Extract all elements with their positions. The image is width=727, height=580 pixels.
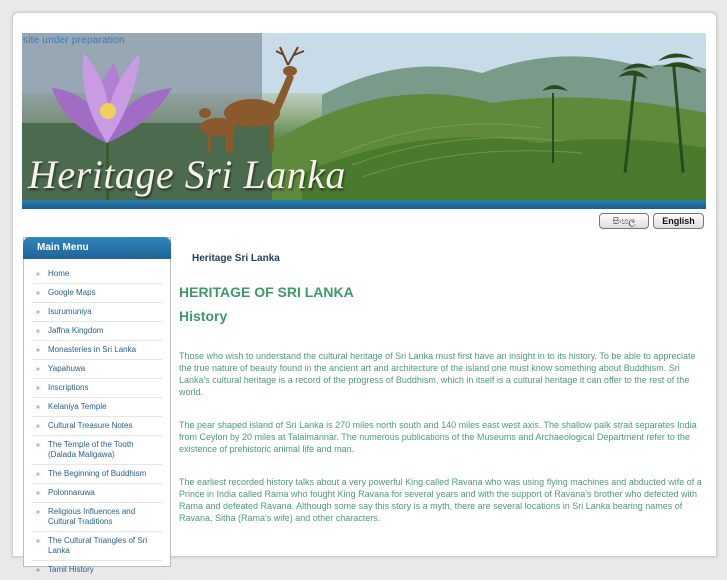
- menu-item-google-maps[interactable]: [32, 284, 162, 303]
- menu-bullet-icon: »: [36, 538, 40, 545]
- menu-bullet-icon: »: [36, 347, 40, 354]
- menu-item-label[interactable]: Tamil History: [48, 565, 94, 574]
- menu-item-yapahuwa[interactable]: [32, 360, 162, 379]
- banner-divider: [22, 200, 706, 209]
- menu-bullet-icon: »: [36, 423, 40, 430]
- menu-bullet-icon: »: [36, 567, 40, 574]
- menu-item-temple-of-the-tooth[interactable]: [32, 436, 162, 465]
- menu-item-jaffna-kingdom[interactable]: [32, 322, 162, 341]
- menu-item-kelaniya-temple[interactable]: [32, 398, 162, 417]
- menu-bullet-icon: »: [36, 366, 40, 373]
- main-menu-list: [24, 259, 170, 580]
- menu-item-label[interactable]: Home: [48, 269, 70, 278]
- sinhala-language-button[interactable]: සිංහල: [599, 213, 649, 229]
- page-subheading: History: [179, 308, 228, 324]
- menu-bullet-icon: »: [36, 385, 40, 392]
- menu-item-label[interactable]: Google Maps: [48, 288, 96, 297]
- header-banner: [22, 33, 706, 200]
- menu-item-religious-influences[interactable]: [32, 503, 162, 532]
- menu-item-label[interactable]: Jaffna Kingdom: [48, 326, 104, 335]
- menu-bullet-icon: »: [36, 328, 40, 335]
- menu-item-cultural-triangles[interactable]: [32, 532, 162, 561]
- page-heading: HERITAGE OF SRI LANKA: [179, 284, 354, 300]
- site-title: Heritage Sri Lanka: [28, 152, 346, 197]
- menu-item-label[interactable]: The Beginning of Buddhism: [48, 469, 147, 478]
- menu-item-label[interactable]: Kelaniya Temple: [48, 402, 107, 411]
- english-language-button[interactable]: English: [653, 213, 704, 229]
- menu-bullet-icon: »: [36, 471, 40, 478]
- main-menu: [23, 237, 171, 574]
- page-container: [12, 12, 717, 574]
- menu-bullet-icon: »: [36, 309, 40, 316]
- history-paragraph: Those who wish to understand the cultural heritage of Sri Lanka must first have an insight in to its history. To be able to appreciate the true nature of beauty found in the ancient art and architecture of the island one must know something about Buddhism. Sri Lanka's cultural heritage is a record of the progress of Buddhism, which in itself is a cultural heritage it can offer to the rest of the world.: [179, 351, 696, 397]
- site-tagline: site under preparation: [23, 35, 125, 46]
- menu-item-beginning-of-buddhism[interactable]: [32, 465, 162, 484]
- menu-item-label[interactable]: Yapahuwa: [48, 364, 86, 373]
- ravana-paragraph: The earliest recorded history talks about a very powerful King called Ravana who was using flying machines and abducted wife of a Prince in India called Rama who fought King Ravana for several years and with the support of Ravana's brother who defected with Rama and defeated Ravana. Although some say this story is a myth, there are several locations in Sri Lanka bearing names of Ravana, Sitha (Rama's wife) and other characters.: [179, 477, 702, 523]
- menu-item-label[interactable]: The Temple of the Tooth (Dalada Maligawa): [48, 440, 134, 459]
- main-menu-title: Main Menu: [23, 237, 171, 259]
- menu-item-cultural-treasure-notes[interactable]: [32, 417, 162, 436]
- menu-bullet-icon: »: [36, 490, 40, 497]
- menu-item-inscriptions[interactable]: [32, 379, 162, 398]
- menu-item-polonnaruwa[interactable]: [32, 484, 162, 503]
- menu-item-label[interactable]: Inscriptions: [48, 383, 89, 392]
- menu-item-monasteries[interactable]: [32, 341, 162, 360]
- geography-paragraph: The pear shaped island of Sri Lanka is 270 miles north south and 140 miles east west axis. The shallow palk strait separates India from Ceylon by 20 miles at Talaimannar. The numerous publications of the Museums and Archaeological Department refer to the existence of prehistoric animal life and man.: [179, 420, 697, 454]
- menu-item-label[interactable]: Monasteries in Sri Lanka: [48, 345, 137, 354]
- menu-item-label[interactable]: The Cultural Triangles of Sri Lanka: [48, 536, 148, 555]
- menu-item-label[interactable]: Polonnaruwa: [48, 488, 95, 497]
- menu-item-label[interactable]: Isurumuniya: [48, 307, 92, 316]
- menu-item-home[interactable]: [32, 265, 162, 284]
- menu-bullet-icon: »: [36, 509, 40, 516]
- menu-item-label[interactable]: Cultural Treasure Notes: [48, 421, 133, 430]
- menu-bullet-icon: »: [36, 290, 40, 297]
- menu-bullet-icon: »: [36, 442, 40, 449]
- breadcrumb: Heritage Sri Lanka: [192, 253, 280, 264]
- menu-bullet-icon: »: [36, 271, 40, 278]
- menu-item-label[interactable]: Religious Influences and Cultural Traditions: [48, 507, 136, 526]
- menu-item-tamil-history[interactable]: [32, 561, 162, 580]
- menu-item-isurumuniya[interactable]: [32, 303, 162, 322]
- menu-bullet-icon: »: [36, 404, 40, 411]
